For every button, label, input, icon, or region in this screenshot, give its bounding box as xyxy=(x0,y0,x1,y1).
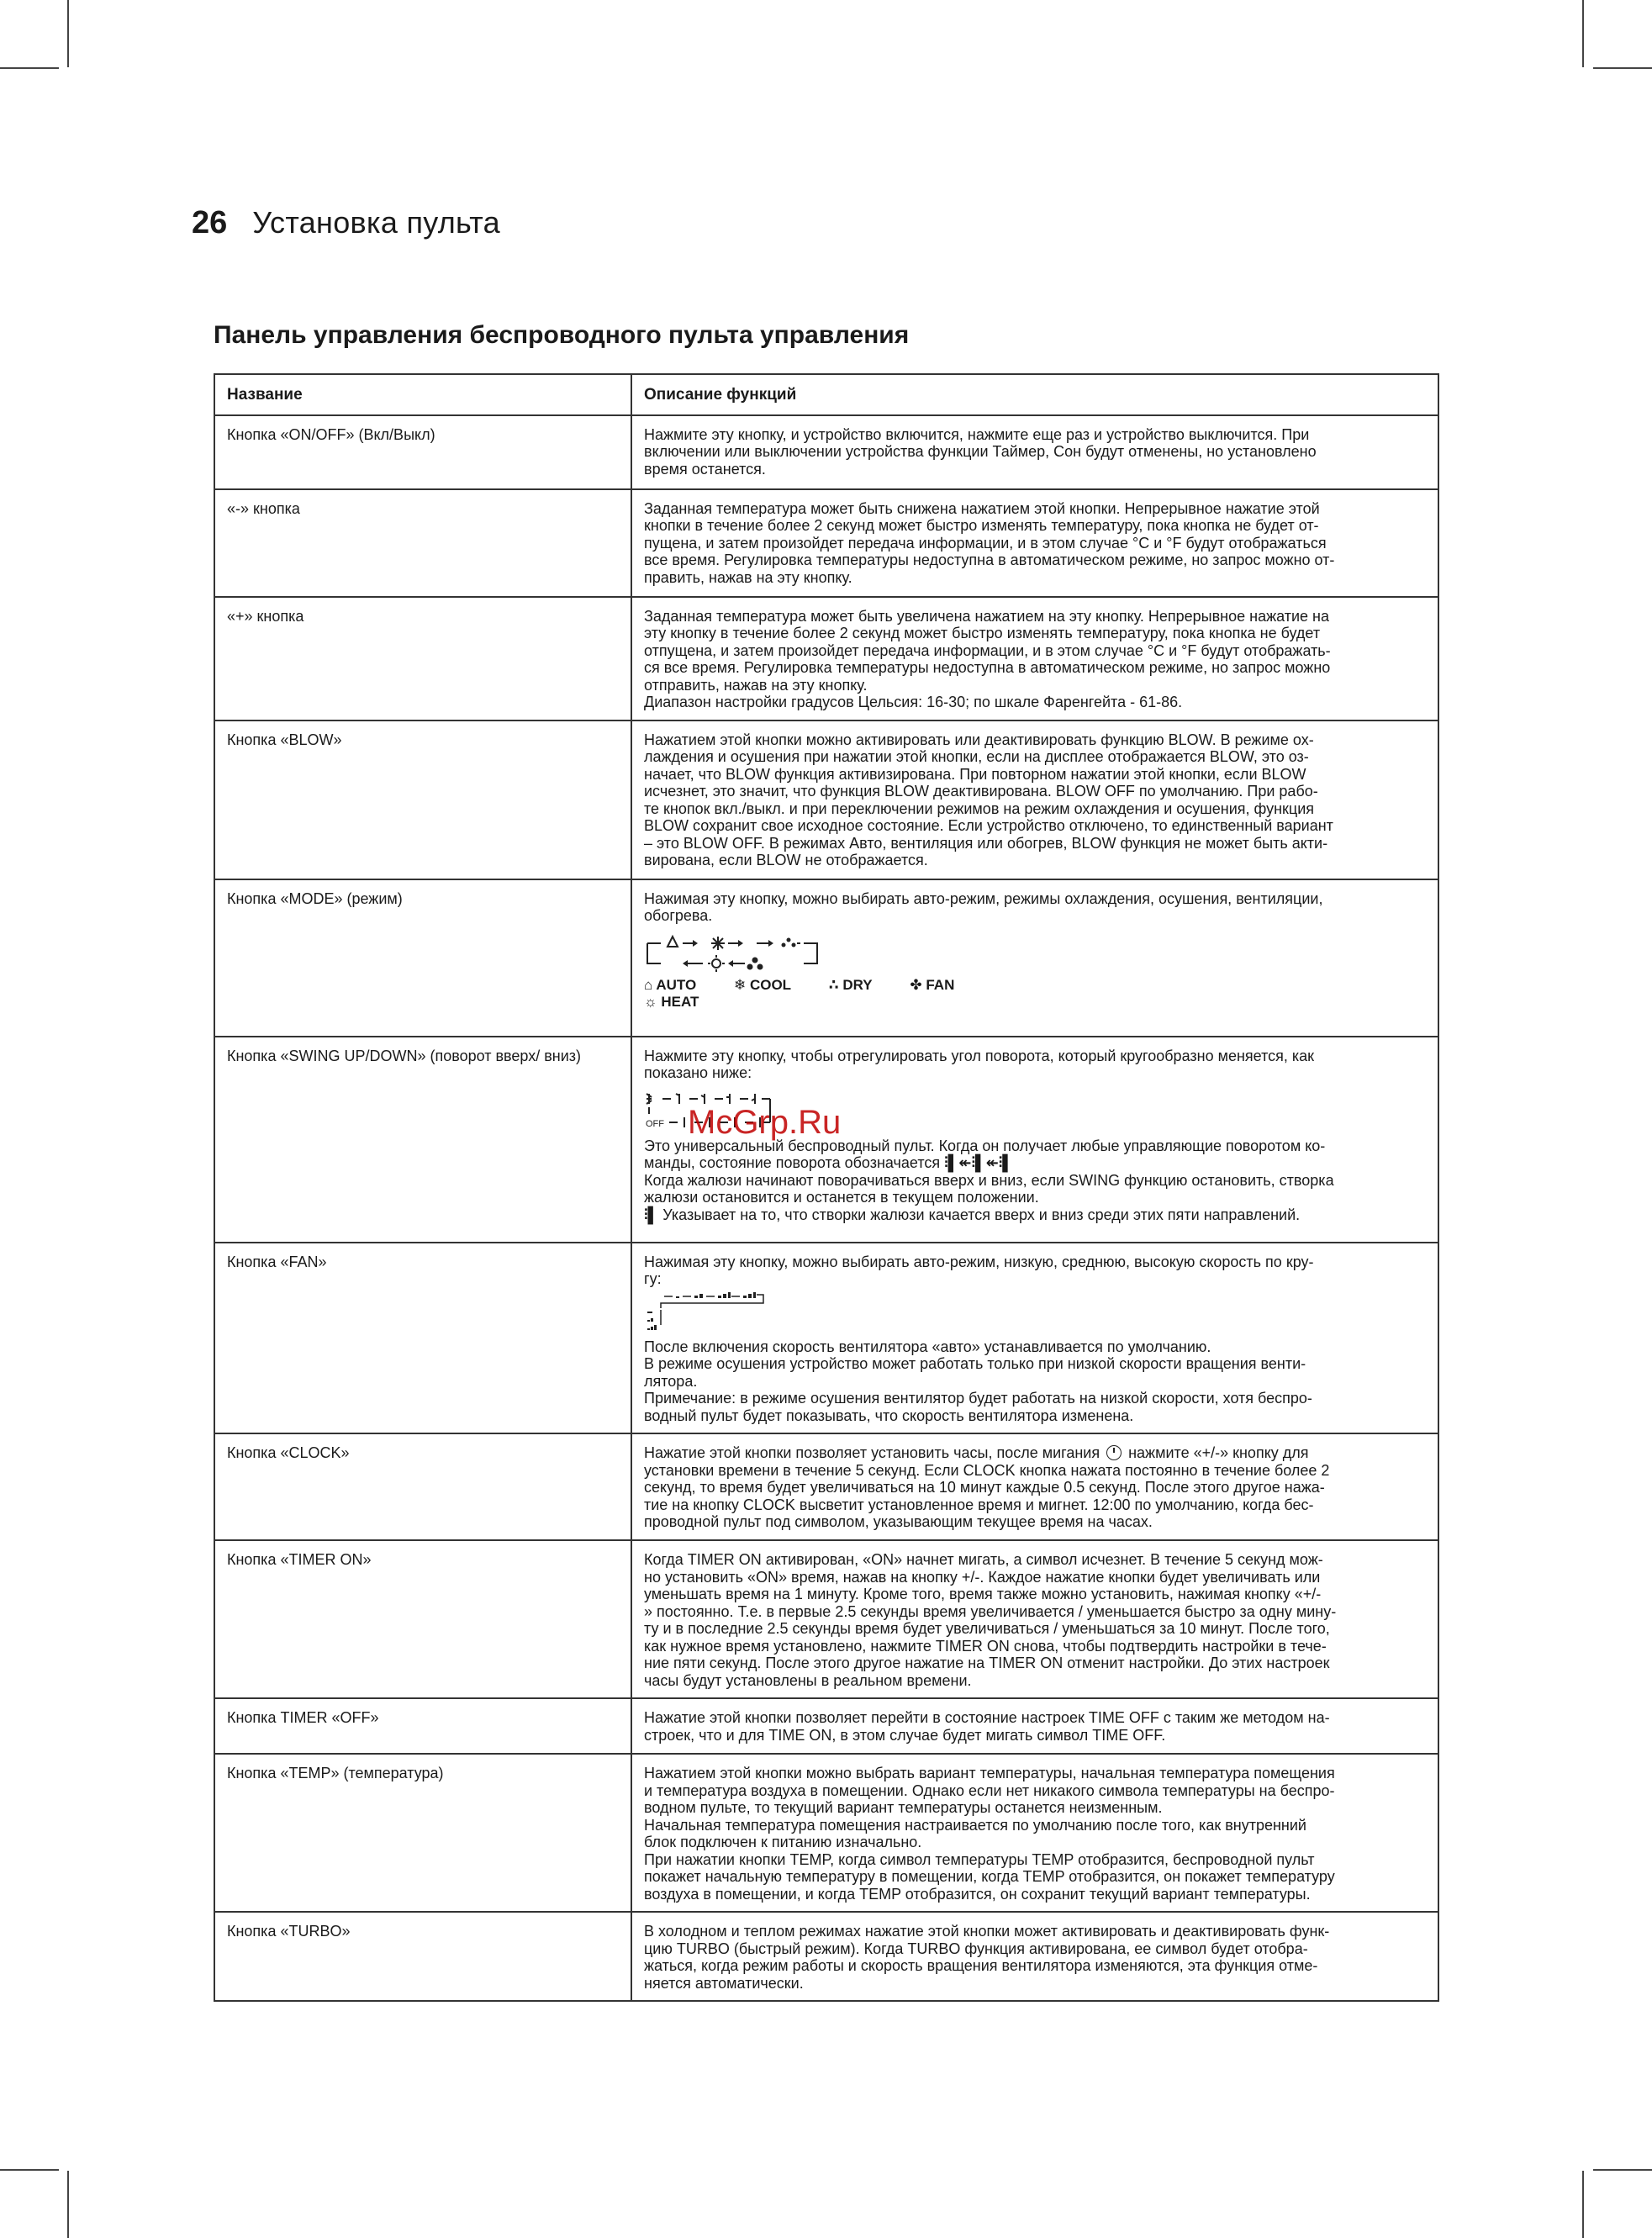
row-description xyxy=(631,1037,1438,1243)
desc-line: жалюзи остановится и останется в текущем положении. xyxy=(644,1189,1039,1206)
crop-mark xyxy=(67,0,69,67)
desc-line: Начальная температура помещения настраивается по умолчанию после того, как внутренний xyxy=(644,1816,1306,1834)
table-row xyxy=(214,1754,1438,1912)
row-description xyxy=(631,720,1438,879)
row-name: Кнопка «CLOCK» xyxy=(214,1433,631,1540)
crop-mark xyxy=(1582,2171,1584,2238)
desc-line: строек, что и для TIME ON, в этом случае будет мигать символ TIME OFF. xyxy=(644,1726,1166,1744)
table-header-row xyxy=(214,374,1438,415)
legend-dry: ∴ DRY xyxy=(828,976,873,993)
desc-line: Нажатие этой кнопки позволяет установить часы, после мигания нажмите «+/-» кнопку для xyxy=(644,1444,1309,1461)
desc-line: При нажатии кнопки TEMP, когда символ температуры TEMP отобразится, беспроводной пульт xyxy=(644,1850,1315,1868)
desc-line: секунд, то время будет увеличиваться на 10 минут каждые 0.5 секунд. После этого другое нажа- xyxy=(644,1479,1325,1496)
desc-line: В режиме осушения устройство может работать только при низкой скорости вращения венти- xyxy=(644,1355,1306,1372)
table-row xyxy=(214,597,1438,720)
page-header xyxy=(192,205,500,241)
row-description xyxy=(631,597,1438,720)
row-name: Кнопка «TIMER ON» xyxy=(214,1540,631,1698)
legend-heat: ☼ HEAT xyxy=(644,994,699,1010)
desc-line: » постоянно. Т.е. в первые 2.5 секунды время увеличивается / уменьшается быстро за одну мину- xyxy=(644,1602,1337,1620)
desc-line: няется автоматически. xyxy=(644,1974,804,1992)
swing-cycle-diagram xyxy=(644,1089,812,1132)
desc-line: блок подключен к питанию изначально. xyxy=(644,1834,922,1850)
fan-low-icon xyxy=(676,1296,679,1298)
function-table xyxy=(214,373,1439,2002)
auto-icon: ⌂ xyxy=(644,976,653,993)
swing-icon: ⫶▌ xyxy=(644,1206,659,1223)
desc-line: исчезнет, это значит, что функция BLOW деактивирована. BLOW OFF по умолчанию. При рабо- xyxy=(644,783,1318,800)
fan-icon: ✤ xyxy=(910,976,922,993)
desc-line: водном пульте, то текущий вариант температуры останется неизменным. xyxy=(644,1799,1163,1816)
desc-line: те кнопок вкл./выкл. и при переключении режимов на режим охлаждения и осушения, функция xyxy=(644,800,1315,817)
swing-off-label: OFF xyxy=(646,1118,664,1129)
desc-line: жаться, когда режим работы и скорость вращения вентилятора изменяются, эта функция отме- xyxy=(644,1957,1318,1974)
desc-line: пущена, и затем произойдет передача информации, и в этом случае °C и °F будут отображаться xyxy=(644,534,1327,552)
column-header-description: Описание функций xyxy=(631,374,1438,415)
desc-line: ся все время. Регулировка температуры недоступна в автоматическом режиме, но запрос можно xyxy=(644,659,1331,676)
table-row xyxy=(214,1433,1438,1540)
row-description xyxy=(631,1540,1438,1698)
dry-icon xyxy=(782,937,796,947)
desc-line: Это универсальный беспроводный пульт. Когда он получает любые управляющие поворотом ко- xyxy=(644,1137,1326,1154)
row-description xyxy=(631,489,1438,597)
swing-state-icon: ⫶▌↞⫶▌↞⫶▌ xyxy=(944,1154,1014,1171)
desc-line: Диапазон настройки градусов Цельсия: 16-30; по шкале Фаренгейта - 61-86. xyxy=(644,694,1183,710)
row-name: Кнопка «SWING UP/DOWN» (поворот вверх/ вниз) xyxy=(214,1037,631,1243)
table-row xyxy=(214,720,1438,879)
crop-mark xyxy=(0,67,59,69)
row-description xyxy=(631,1912,1438,2001)
desc-line: обогрева. xyxy=(644,907,713,924)
desc-line: воздуха в помещении, и когда TEMP отобразится, он сохранит текущий вариант температуры. xyxy=(644,1885,1311,1903)
cool-icon: ❄ xyxy=(733,976,747,993)
desc-line: ние пяти секунд. После этого другое нажатие на TIMER ON отменит настройки. До этих настроек xyxy=(644,1655,1330,1671)
auto-icon xyxy=(668,937,678,947)
heat-icon: ☼ xyxy=(644,994,657,1010)
row-name: Кнопка «ON/OFF» (Вкл/Выкл) xyxy=(214,415,631,489)
desc-line: кнопки в течение более 2 секунд может быстро изменять температуру, пока кнопка не будет от- xyxy=(644,517,1319,534)
column-header-name: Название xyxy=(214,374,631,415)
desc-line: цию TURBO (быстрый режим). Когда TURBO функция активирована, ее символ будет отобра- xyxy=(644,1940,1308,1957)
row-description xyxy=(631,1698,1438,1754)
watermark: McGrp.Ru xyxy=(688,1104,842,1141)
heat-icon xyxy=(708,955,725,972)
crop-mark xyxy=(1582,0,1584,67)
desc-line: Примечание: в режиме осушения вентилятор будет работать на низкой скорости, хотя беспро- xyxy=(644,1390,1312,1407)
desc-line: Нажатием этой кнопки можно активировать или деактивировать функцию BLOW. В режиме ох- xyxy=(644,731,1314,748)
fan-speed-cycle-diagram xyxy=(644,1291,778,1332)
desc-line: водный пульт будет показывать, что скорость вентилятора изменена. xyxy=(644,1407,1134,1424)
desc-line: Нажимая эту кнопку, можно выбирать авто-режим, низкую, среднюю, высокую скорость по кру- xyxy=(644,1253,1314,1270)
desc-line: все время. Регулировка температуры недоступна в автоматическом режиме, но запрос можно от- xyxy=(644,552,1335,568)
row-description xyxy=(631,415,1438,489)
mode-cycle-diagram xyxy=(644,932,821,972)
desc-line: тие на кнопку CLOCK высветит установленное время и мигнет. 12:00 по умолчанию, когда бес- xyxy=(644,1496,1314,1513)
fan-icon xyxy=(747,957,763,969)
desc-line: как нужное время установлено, нажмите TIMER ON снова, чтобы подтвердить настройки в тече- xyxy=(644,1637,1327,1655)
desc-line: часы будут установлены в реальном времени. xyxy=(644,1671,972,1689)
page-number: 26 xyxy=(192,205,228,240)
table-row xyxy=(214,415,1438,489)
table-row xyxy=(214,1243,1438,1434)
desc-line: установки времени в течение 5 секунд. Если CLOCK кнопка нажата постоянно в течение более 2 xyxy=(644,1461,1330,1479)
table-row xyxy=(214,1698,1438,1754)
dry-icon: ∴ xyxy=(828,976,839,993)
desc-line: Нажмите эту кнопку, и устройство включится, нажмите еще раз и устройство выключится. При xyxy=(644,425,1310,443)
table-row xyxy=(214,1540,1438,1698)
table-row xyxy=(214,879,1438,1037)
desc-line: ту и в последние 2.5 секунды время будет увеличиваться / уменьшаться за 10 минут. После того, xyxy=(644,1620,1330,1637)
mode-legend xyxy=(644,977,1426,1011)
row-name: «-» кнопка xyxy=(214,489,631,597)
desc-line: но установить «ON» время, нажав на кнопку +/-. Каждое нажатие кнопки будет увеличивать или xyxy=(644,1568,1321,1586)
row-name: Кнопка «TURBO» xyxy=(214,1912,631,2001)
cool-icon xyxy=(711,937,725,950)
legend-cool: ❄ COOL xyxy=(733,976,792,993)
row-description xyxy=(631,1243,1438,1434)
desc-line: Нажимая эту кнопку, можно выбирать авто-режим, режимы охлаждения, осушения, вентиляции, xyxy=(644,889,1323,907)
desc-line: показано ниже: xyxy=(644,1064,752,1081)
crop-mark xyxy=(1593,2169,1652,2171)
desc-line: Заданная температура может быть увеличена нажатием на эту кнопку. Непрерывное нажатие на xyxy=(644,607,1329,625)
desc-line: править, нажав на эту кнопку. xyxy=(644,568,852,586)
desc-line: Нажатие этой кнопки позволяет перейти в состояние настроек TIME OFF с таким же методом на- xyxy=(644,1709,1330,1726)
desc-line: отправить, нажав на эту кнопку. xyxy=(644,676,868,694)
table-row xyxy=(214,489,1438,597)
desc-line: проводной пульт под символом, указывающим текущее время на часах. xyxy=(644,1513,1153,1530)
desc-line: Когда жалюзи начинают поворачиваться вверх и вниз, если SWING функцию остановить, створка xyxy=(644,1171,1334,1189)
row-name: «+» кнопка xyxy=(214,597,631,720)
page-title: Установка пульта xyxy=(252,205,500,240)
desc-line: Заданная температура может быть снижена нажатием этой кнопки. Непрерывное нажатие этой xyxy=(644,499,1320,517)
desc-line: эту кнопку в течение более 2 секунд может быстро изменять температуру, пока кнопка не будет xyxy=(644,625,1321,641)
row-name: Кнопка «MODE» (режим) xyxy=(214,879,631,1037)
row-name: Кнопка «BLOW» xyxy=(214,720,631,879)
desc-line: В холодном и теплом режимах нажатие этой кнопки может активировать и деактивировать функ- xyxy=(644,1923,1330,1940)
desc-line: Нажатием этой кнопки можно выбрать вариант температуры, начальная температура помещения xyxy=(644,1765,1335,1781)
desc-line: лятора. xyxy=(644,1372,698,1390)
row-description xyxy=(631,1754,1438,1912)
desc-line: лаждения и осушения при нажатии этой кнопки, если на дисплее отображается BLOW, это оз- xyxy=(644,748,1309,765)
crop-mark xyxy=(1593,67,1652,69)
row-description xyxy=(631,879,1438,1037)
desc-line: – это BLOW OFF. В режимах Авто, вентиляция или обогрев, BLOW функция не может быть акти- xyxy=(644,834,1328,852)
row-name: Кнопка TIMER «OFF» xyxy=(214,1698,631,1754)
table-row xyxy=(214,1037,1438,1243)
desc-line: включении или выключении устройства функции Таймер, Сон будут отменены, но установлено xyxy=(644,443,1317,460)
table-row xyxy=(214,1912,1438,2001)
desc-line: отпущена, и затем произойдет передача информации, и в этом случае °C и °F будут отображать- xyxy=(644,641,1331,659)
desc-line: покажет начальную температуру в помещении, когда TEMP отобразится, он покажет температуру xyxy=(644,1868,1335,1885)
desc-line: манды, состояние поворота обозначается ⫶▌↞⫶▌↞⫶▌ xyxy=(644,1154,1014,1171)
desc-line: и температура воздуха в помещении. Однако если нет никакого символа температуры на беспро- xyxy=(644,1781,1335,1799)
clock-icon xyxy=(1106,1445,1122,1460)
desc-line: Нажмите эту кнопку, чтобы отрегулировать угол поворота, который кругообразно меняется, как xyxy=(644,1047,1315,1064)
row-name: Кнопка «TEMP» (температура) xyxy=(214,1754,631,1912)
desc-line: ⫶▌ Указывает на то, что створки жалюзи качается вверх и вниз среди этих пяти направлений. xyxy=(644,1206,1301,1223)
desc-line: Когда TIMER ON активирован, «ON» начнет мигать, а символ исчезнет. В течение 5 секунд мож- xyxy=(644,1551,1323,1568)
desc-line: время останется. xyxy=(644,460,766,478)
desc-line: начает, что BLOW функция активизирована. При повторном нажатии этой кнопки, если BLOW xyxy=(644,765,1306,783)
crop-mark xyxy=(67,2171,69,2238)
desc-line: После включения скорость вентилятора «авто» устанавливается по умолчанию. xyxy=(644,1338,1211,1355)
section-title: Панель управления беспроводного пульта управления xyxy=(214,321,910,349)
desc-line: BLOW сохранит свое исходное состояние. Если устройство отключено, то единственный вариант xyxy=(644,817,1333,834)
crop-mark xyxy=(0,2169,59,2171)
row-description xyxy=(631,1433,1438,1540)
row-name: Кнопка «FAN» xyxy=(214,1243,631,1434)
desc-line: гу: xyxy=(644,1270,662,1287)
desc-line: уменьшать время на 1 минуту. Кроме того, время также можно установить, нажимая кнопку «+/- xyxy=(644,1586,1322,1602)
legend-auto: ⌂ AUTO xyxy=(644,976,697,993)
legend-fan: ✤ FAN xyxy=(910,976,955,993)
desc-line: вирована, если BLOW не отображается. xyxy=(644,852,928,868)
